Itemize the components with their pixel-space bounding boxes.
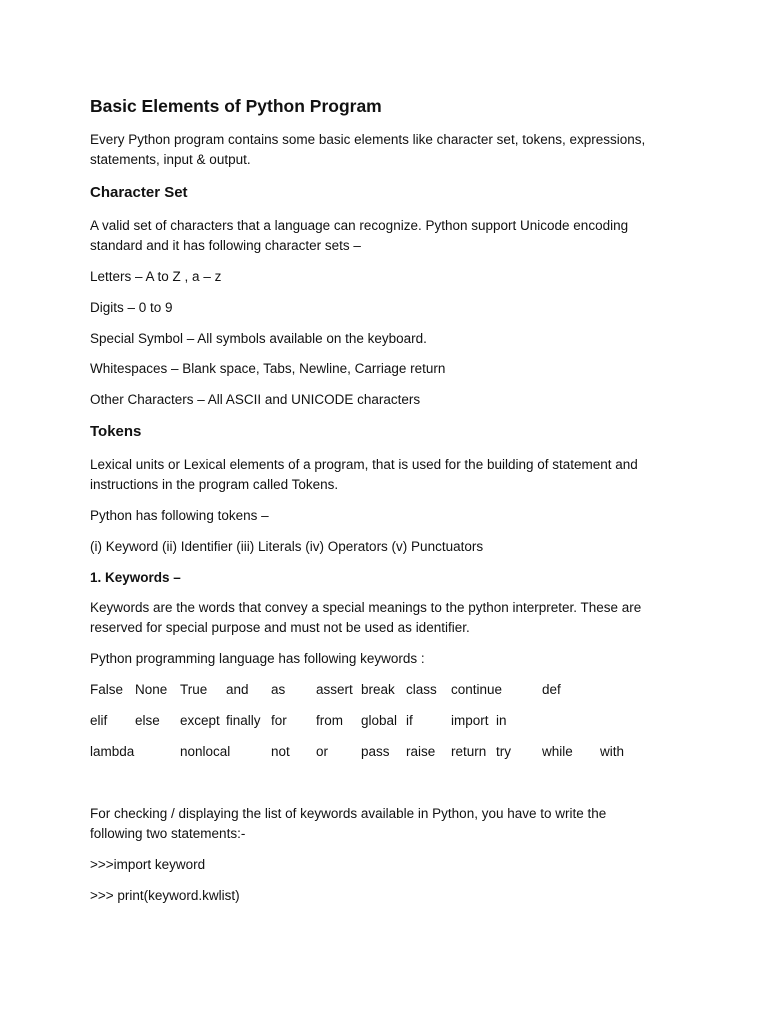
keyword-cell: finally (226, 713, 261, 728)
checking-desc-2: following two statements:- (90, 826, 246, 841)
keyword-cell: try (496, 744, 511, 759)
intro-line-2: statements, input & output. (90, 152, 251, 167)
tokens-intro: Python has following tokens – (90, 508, 269, 523)
tokens-list: (i) Keyword (ii) Identifier (iii) Literals (iv) Operators (v) Punctuators (90, 539, 484, 554)
keyword-cell: for (271, 713, 287, 728)
keyword-cell: else (135, 713, 160, 728)
keywords-intro: Python programming language has following keywords : (90, 651, 425, 666)
keyword-cell: pass (361, 744, 390, 759)
keyword-cell: if (406, 713, 413, 728)
keyword-cell: not (271, 744, 290, 759)
charset-whitespaces: Whitespaces – Blank space, Tabs, Newline, Carriage return (90, 361, 446, 376)
keywords-desc-1: Keywords are the words that convey a special meanings to the python interpreter. These are (90, 600, 642, 615)
keyword-cell: None (135, 682, 168, 697)
charset-letters: Letters – A to Z , a – z (90, 269, 222, 284)
keyword-cell: break (361, 682, 395, 697)
keyword-cell: in (496, 713, 507, 728)
keywords-desc-2: reserved for special purpose and must not be used as identifier. (90, 620, 470, 635)
tokens-heading: Tokens (90, 423, 142, 440)
keyword-cell: nonlocal (180, 744, 231, 759)
keyword-cell: from (316, 713, 343, 728)
keyword-cell: except (180, 713, 220, 728)
keyword-cell: return (451, 744, 487, 759)
character-set-heading: Character Set (90, 184, 188, 201)
character-set-desc-1: A valid set of characters that a language can recognize. Python support Unicode encoding (90, 218, 629, 233)
keyword-cell: with (600, 744, 625, 759)
keyword-cell: class (406, 682, 437, 697)
keyword-cell: or (316, 744, 329, 759)
tokens-desc-1: Lexical units or Lexical elements of a program, that is used for the building of statement and (90, 457, 638, 472)
keyword-cell: continue (451, 682, 503, 697)
keyword-cell: assert (316, 682, 353, 697)
keyword-cell: as (271, 682, 286, 697)
keyword-cell: import (451, 713, 489, 728)
charset-special-symbol: Special Symbol – All symbols available on the keyboard. (90, 331, 427, 346)
page-title: Basic Elements of Python Program (90, 96, 382, 116)
keyword-cell: global (361, 713, 398, 728)
code-line-print: >>> print(keyword.kwlist) (90, 888, 240, 903)
intro-line-1: Every Python program contains some basic elements like character set, tokens, expressions, (90, 132, 646, 147)
keywords-heading: 1. Keywords – (90, 570, 181, 585)
code-line-import: >>>import keyword (90, 857, 206, 872)
charset-other-characters: Other Characters – All ASCII and UNICODE characters (90, 392, 421, 407)
keyword-cell: elif (90, 713, 108, 728)
charset-digits: Digits – 0 to 9 (90, 300, 173, 315)
checking-desc-1: For checking / displaying the list of keywords available in Python, you have to write the (90, 806, 607, 821)
keyword-cell: True (180, 682, 208, 697)
tokens-desc-2: instructions in the program called Tokens. (90, 477, 339, 492)
keyword-cell: False (90, 682, 124, 697)
keyword-cell: lambda (90, 744, 135, 759)
keyword-cell: raise (406, 744, 436, 759)
keyword-cell: def (542, 682, 561, 697)
character-set-desc-2: standard and it has following character sets – (90, 238, 361, 253)
keyword-cell: and (226, 682, 249, 697)
keyword-cell: while (542, 744, 573, 759)
